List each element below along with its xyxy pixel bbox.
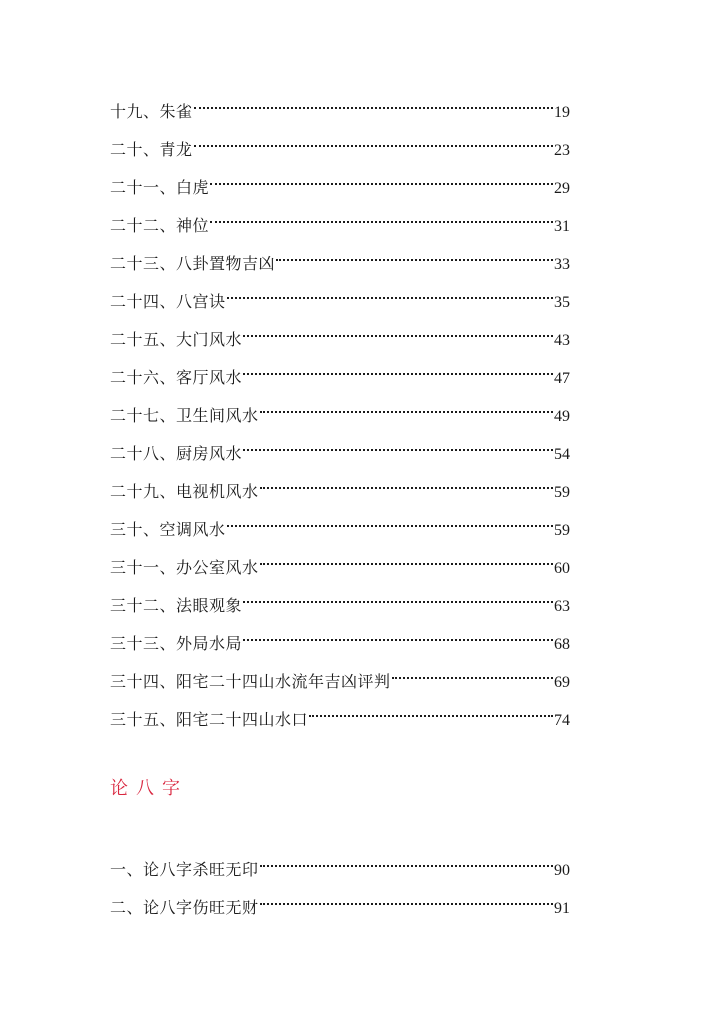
toc-entry[interactable] bbox=[110, 627, 570, 653]
toc-entry[interactable] bbox=[110, 247, 570, 273]
toc-entry[interactable] bbox=[110, 437, 570, 463]
dot-leader bbox=[392, 665, 553, 687]
toc-entry[interactable] bbox=[110, 853, 570, 879]
toc-entry-title: 二十、青龙 bbox=[110, 140, 193, 159]
toc-entry-page: 68 bbox=[554, 636, 570, 653]
toc-entry-title: 三十五、阳宅二十四山水口 bbox=[110, 710, 309, 729]
dot-leader bbox=[276, 247, 553, 269]
dot-leader bbox=[309, 703, 553, 725]
toc-entry-page: 69 bbox=[554, 674, 570, 691]
toc-entry[interactable] bbox=[110, 133, 570, 159]
toc-entry[interactable] bbox=[110, 323, 570, 349]
toc-entry-title: 二十八、厨房风水 bbox=[110, 444, 243, 463]
section-heading: 论八字 bbox=[110, 778, 188, 799]
dot-leader bbox=[227, 285, 553, 307]
toc-entry-page: 91 bbox=[554, 900, 570, 917]
toc-entry[interactable] bbox=[110, 171, 570, 197]
toc-entry-page: 23 bbox=[554, 142, 570, 159]
dot-leader bbox=[243, 589, 553, 611]
toc-entry-page: 33 bbox=[554, 256, 570, 273]
dot-leader bbox=[243, 627, 553, 649]
toc-entry-title: 二十五、大门风水 bbox=[110, 330, 243, 349]
toc-entry[interactable] bbox=[110, 285, 570, 311]
dot-leader bbox=[243, 361, 553, 383]
toc-entry-page: 59 bbox=[554, 484, 570, 501]
toc-entry-page: 31 bbox=[554, 218, 570, 235]
toc-entry[interactable] bbox=[110, 891, 570, 917]
toc-entry-title: 二十四、八宫诀 bbox=[110, 292, 226, 311]
toc-entry-title: 二十二、神位 bbox=[110, 216, 210, 235]
toc-entry-page: 90 bbox=[554, 862, 570, 879]
toc-entry-title: 三十四、阳宅二十四山水流年吉凶评判 bbox=[110, 672, 391, 691]
toc-entry[interactable] bbox=[110, 95, 570, 121]
dot-leader bbox=[194, 95, 553, 117]
toc-entry-page: 60 bbox=[554, 560, 570, 577]
dot-leader bbox=[243, 323, 553, 345]
dot-leader bbox=[243, 437, 553, 459]
toc-entry-page: 47 bbox=[554, 370, 570, 387]
toc-entry-title: 一、论八字杀旺无印 bbox=[110, 860, 259, 879]
toc-entry-page: 49 bbox=[554, 408, 570, 425]
toc-entry-title: 二十六、客厅风水 bbox=[110, 368, 243, 387]
toc-entry-page: 29 bbox=[554, 180, 570, 197]
dot-leader bbox=[227, 513, 553, 535]
toc-entry-title: 二十七、卫生间风水 bbox=[110, 406, 259, 425]
toc-entry[interactable] bbox=[110, 551, 570, 577]
toc-entry-title: 三十一、办公室风水 bbox=[110, 558, 259, 577]
dot-leader bbox=[260, 475, 553, 497]
toc-entry-page: 54 bbox=[554, 446, 570, 463]
toc-entry-title: 三十、空调风水 bbox=[110, 520, 226, 539]
dot-leader bbox=[210, 171, 553, 193]
toc-entry-page: 59 bbox=[554, 522, 570, 539]
toc-entry-title: 二十一、白虎 bbox=[110, 178, 210, 197]
toc-entry-page: 74 bbox=[554, 712, 570, 729]
toc-entry-title: 十九、朱雀 bbox=[110, 102, 193, 121]
toc-entry[interactable] bbox=[110, 361, 570, 387]
toc-entry[interactable] bbox=[110, 703, 570, 729]
toc-entry-title: 三十三、外局水局 bbox=[110, 634, 243, 653]
toc-entry-title: 二十九、电视机风水 bbox=[110, 482, 259, 501]
dot-leader bbox=[210, 209, 553, 231]
dot-leader bbox=[260, 551, 553, 573]
toc-entry[interactable] bbox=[110, 399, 570, 425]
toc-entry-title: 三十二、法眼观象 bbox=[110, 596, 243, 615]
dot-leader bbox=[260, 399, 553, 421]
toc-entry-title: 二、论八字伤旺无财 bbox=[110, 898, 259, 917]
toc-entry-page: 63 bbox=[554, 598, 570, 615]
dot-leader bbox=[260, 853, 553, 875]
toc-entry-title: 二十三、八卦置物吉凶 bbox=[110, 254, 276, 273]
toc-entry-page: 43 bbox=[554, 332, 570, 349]
toc-entry[interactable] bbox=[110, 589, 570, 615]
toc-entry-page: 35 bbox=[554, 294, 570, 311]
dot-leader bbox=[260, 891, 553, 913]
toc-entry[interactable] bbox=[110, 513, 570, 539]
toc-entry[interactable] bbox=[110, 665, 570, 691]
dot-leader bbox=[194, 133, 553, 155]
toc-entry-page: 19 bbox=[554, 104, 570, 121]
toc-entry[interactable] bbox=[110, 475, 570, 501]
toc-entry[interactable] bbox=[110, 209, 570, 235]
